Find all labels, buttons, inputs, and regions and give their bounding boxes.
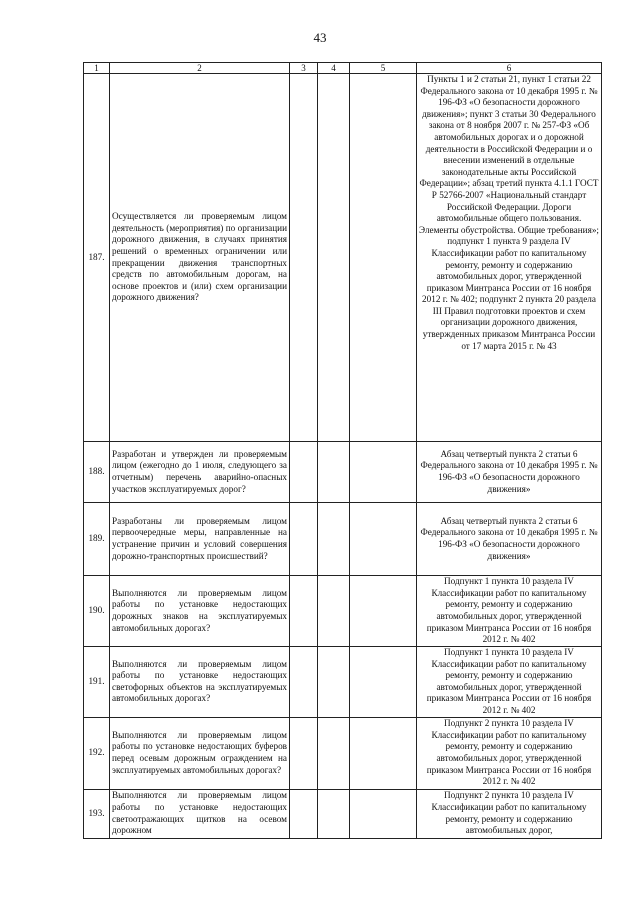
question-cell: Выполняются ли проверяемым лицом работы по установке недостающих дорожных знаков на эксплуатируемых автомобильных дорогах?	[110, 576, 290, 647]
question-cell: Выполняются ли проверяемым лицом работы по установке недостающих буферов перед осевым дорожным ограждением на эксплуатируемых автомобильных дорогах?	[110, 717, 290, 789]
row-number: 192.	[84, 717, 110, 789]
empty-cell	[350, 576, 417, 647]
table-row	[84, 442, 602, 503]
empty-cell	[350, 442, 417, 503]
question-cell: Разработаны ли проверяемым лицом первоочередные меры, направленные на устранение причин и условий совершения дорожно-транспортных происшествий?	[110, 503, 290, 576]
page-number: 43	[313, 30, 327, 45]
header-cell: 1	[84, 63, 110, 74]
checklist-table	[83, 62, 602, 839]
empty-cell	[318, 74, 350, 442]
reference-cell: Подпункт 1 пункта 10 раздела IV Классификации работ по капитальному ремонту, ремонту и содержанию автомобильных дорог, утвержденной приказом Минтранса России от 16 ноября 2012 г. № 402	[417, 576, 602, 647]
reference-cell: Пункты 1 и 2 статьи 21, пункт 1 статьи 22 Федерального закона от 10 декабря 1995 г. № 196-ФЗ «О безопасности дорожного движения»; пункт 3 статьи 30 Федерального закона от 8 ноября 2007 г. № 257-ФЗ «Об автомобильных дорогах и о дорожной деятельности в Российской Федерации и о внесении изменений в отдельные законодательные акты Российской Федерации»; абзац третий пункта 4.1.1 ГОСТ Р 52766-2007 «Национальный стандарт Российской Федерации. Дороги автомобильные общего пользования. Элементы обустройства. Общие требования»; подпункт 1 пункта 9 раздела IV Классификации работ по капитальному ремонту, ремонту и содержанию автомобильных дорог, утвержденной приказом Минтранса России от 16 ноября 2012 г. № 402; подпункт 2 пункта 20 раздела III Правил подготовки проектов и схем организации дорожного движения, утвержденных приказом Минтранса России от 17 марта 2015 г. № 43	[417, 74, 602, 442]
table-row	[84, 576, 602, 647]
empty-cell	[290, 442, 318, 503]
empty-cell	[350, 789, 417, 838]
reference-cell: Абзац четвертый пункта 2 статьи 6 Федерального закона от 10 декабря 1995 г. № 196-ФЗ «О безопасности дорожного движения»	[417, 503, 602, 576]
table-row	[84, 647, 602, 718]
reference-cell: Подпункт 2 пункта 10 раздела IV Классификации работ по капитальному ремонту, ремонту и содержанию автомобильных дорог,	[417, 789, 602, 838]
empty-cell	[290, 503, 318, 576]
reference-cell: Подпункт 2 пункта 10 раздела IV Классификации работ по капитальному ремонту, ремонту и содержанию автомобильных дорог, утвержденной приказом Минтранса России от 16 ноября 2012 г. № 402	[417, 717, 602, 789]
empty-cell	[318, 576, 350, 647]
row-number: 191.	[84, 647, 110, 718]
reference-cell: Абзац четвертый пункта 2 статьи 6 Федерального закона от 10 декабря 1995 г. № 196-ФЗ «О безопасности дорожного движения»	[417, 442, 602, 503]
empty-cell	[318, 647, 350, 718]
empty-cell	[290, 576, 318, 647]
header-cell: 4	[318, 63, 350, 74]
row-number: 190.	[84, 576, 110, 647]
table-row	[84, 789, 602, 838]
question-cell: Осуществляется ли проверяемым лицом деятельность (мероприятия) по организации дорожного движения, в случаях принятия решений о временных ограничении или прекращении движения транспортных средств по автомобильным дорогам, на основе проектов и (или) схем организации дорожного движения?	[110, 74, 290, 442]
empty-cell	[350, 503, 417, 576]
header-cell: 2	[110, 63, 290, 74]
empty-cell	[290, 74, 318, 442]
row-number: 188.	[84, 442, 110, 503]
empty-cell	[318, 503, 350, 576]
question-cell: Выполняются ли проверяемым лицом работы по установке недостающих светоотражающих щитков на осевом дорожном	[110, 789, 290, 838]
empty-cell	[290, 647, 318, 718]
row-number: 193.	[84, 789, 110, 838]
empty-cell	[318, 442, 350, 503]
header-cell: 3	[290, 63, 318, 74]
empty-cell	[350, 647, 417, 718]
row-number: 187.	[84, 74, 110, 442]
empty-cell	[318, 789, 350, 838]
empty-cell	[350, 74, 417, 442]
question-cell: Разработан и утвержден ли проверяемым лицом (ежегодно до 1 июля, следующего за отчетным) перечень аварийно-опасных участков эксплуатируемых дорог?	[110, 442, 290, 503]
table-row	[84, 503, 602, 576]
table-row	[84, 74, 602, 442]
header-cell: 6	[417, 63, 602, 74]
row-number: 189.	[84, 503, 110, 576]
empty-cell	[350, 717, 417, 789]
empty-cell	[318, 717, 350, 789]
empty-cell	[290, 717, 318, 789]
header-row	[84, 63, 602, 74]
reference-cell: Подпункт 1 пункта 10 раздела IV Классификации работ по капитальному ремонту, ремонту и содержанию автомобильных дорог, утвержденной приказом Минтранса России от 16 ноября 2012 г. № 402	[417, 647, 602, 718]
question-cell: Выполняются ли проверяемым лицом работы по установке недостающих светофорных объектов на эксплуатируемых автомобильных дорогах?	[110, 647, 290, 718]
table-row	[84, 717, 602, 789]
header-cell: 5	[350, 63, 417, 74]
empty-cell	[290, 789, 318, 838]
